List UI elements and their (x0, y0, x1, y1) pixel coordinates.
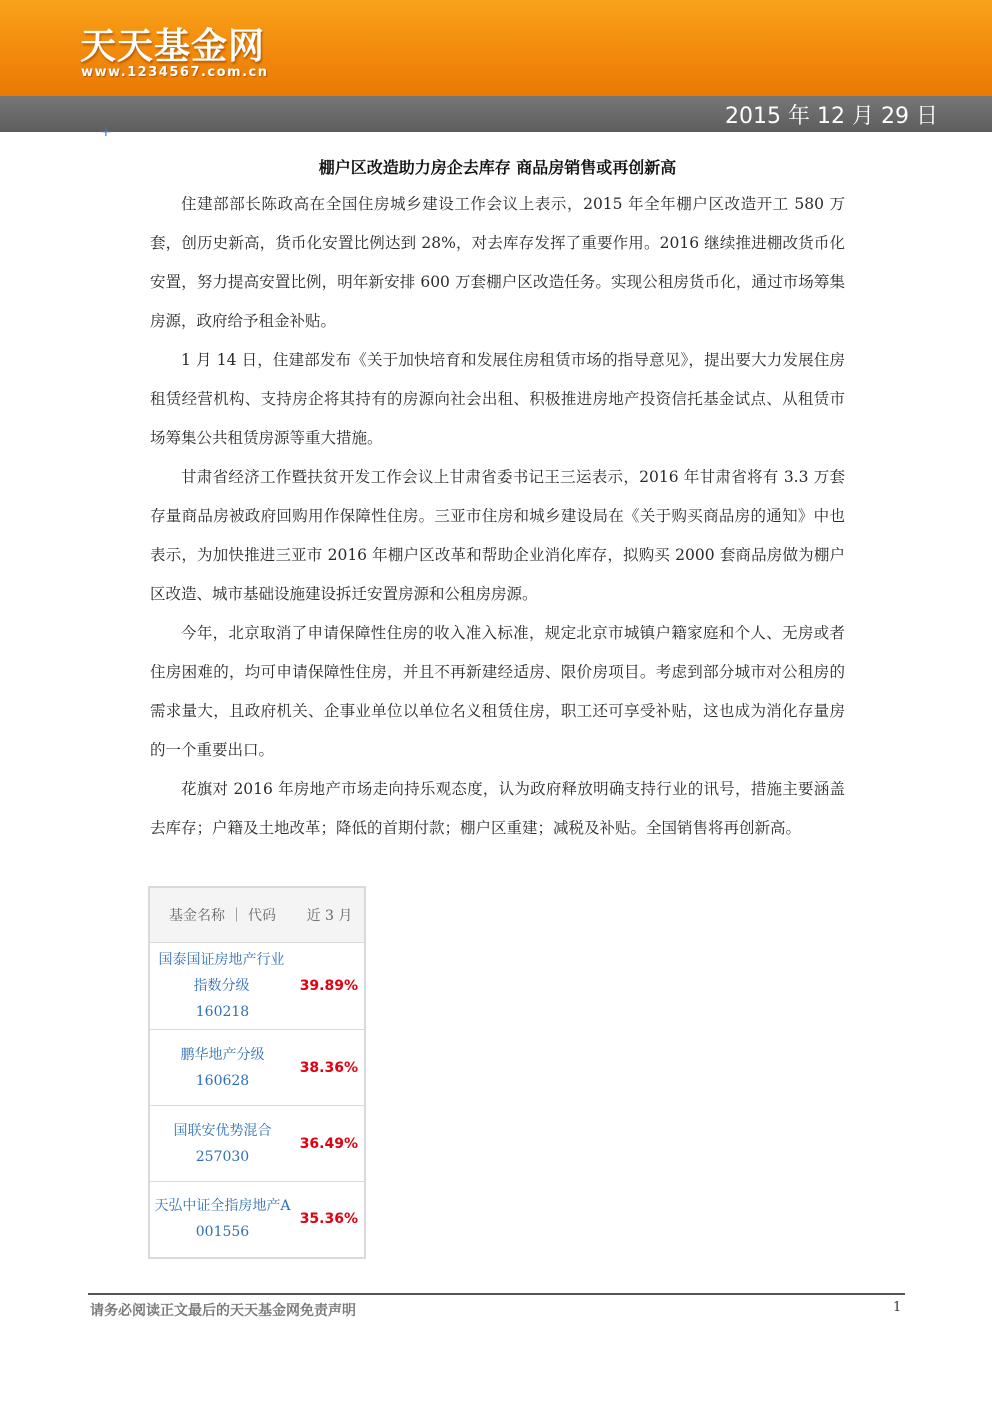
fund-name[interactable]: 鹏华地产分级 (180, 1046, 265, 1063)
article-body (150, 185, 845, 848)
fund-link[interactable] (149, 1030, 295, 1106)
fund-link[interactable] (149, 943, 295, 1030)
fund-link[interactable] (149, 1182, 295, 1258)
fund-code[interactable]: 257030 (195, 1148, 250, 1165)
footer-disclaimer: 请务必阅读正文最后的天天基金网免责声明 (90, 1303, 356, 1319)
fund-perf: 35.36% (299, 1211, 358, 1228)
fund-code[interactable]: 160628 (195, 1072, 250, 1089)
fund-perf: 39.89% (295, 943, 365, 1030)
table-row[interactable] (149, 943, 365, 1030)
column-header-perf: 近 3 月 (295, 887, 365, 943)
fund-perf: 36.49% (295, 1106, 365, 1182)
table-row[interactable] (149, 1182, 365, 1258)
page-number: 1 (893, 1300, 902, 1315)
fund-name[interactable]: 天弘中证全指房地产A (154, 1198, 291, 1215)
paragraph: 花旗对 2016 年房地产市场走向持乐观态度，认为政府释放明确支持行业的讯号，措施主要涵盖去库存；户籍及土地改革；降低的首期付款；棚户区重建；减税及补贴。全国销售将再创新高。 (150, 780, 845, 837)
plus-icon: + (100, 124, 112, 140)
paragraph: 甘肃省经济工作暨扶贫开发工作会议上甘肃省委书记王三运表示，2016 年甘肃省将有 3.3 万套存量商品房被政府回购用作保障性住房。三亚市住房和城乡建设局在《关于购买商品房的通知》中也表示，为加快推进三亚市 2016 年棚户区改革和帮助企业消化库存，拟购买 2000 套商品房做为棚户区改造、城市基础设施建设拆迁安置房源和公租房房源。 (150, 468, 845, 603)
table-row[interactable] (149, 1106, 365, 1182)
fund-perf: 38.36% (295, 1030, 365, 1106)
paragraph: 今年，北京取消了申请保障性住房的收入准入标准，规定北京市城镇户籍家庭和个人、无房或者住房困难的，均可申请保障性住房，并且不再新建经适房、限价房项目。考虑到部分城市对公租房的需求量大，且政府机关、企事业单位以单位名义租赁住房，职工还可享受补贴，这也成为消化存量房的一个重要出口。 (150, 624, 845, 759)
fund-link[interactable] (149, 1106, 295, 1182)
fund-table (148, 886, 366, 1259)
report-date: 2015 年 12 月 29 日 (725, 104, 938, 129)
fund-code[interactable]: 160218 (195, 1004, 250, 1020)
fund-name[interactable]: 国泰国证房地产行业指数分级 (158, 952, 285, 994)
site-logo[interactable]: 天天基金网 (80, 26, 266, 67)
site-url[interactable]: www.1234567.com.cn (81, 65, 269, 80)
fund-table-header (149, 887, 365, 943)
paragraph: 1 月 14 日，住建部发布《关于加快培育和发展住房租赁市场的指导意见》，提出要大力发展住房租赁经营机构、支持房企将其持有的房源向社会出租、积极推进房地产投资信托基金试点、从租赁市场筹集公共租赁房源等重大措施。 (150, 351, 845, 447)
column-header-name: 基金名称 ｜ 代码 (149, 887, 295, 943)
fund-code[interactable]: 001556 (195, 1224, 250, 1241)
footer-divider (88, 1293, 905, 1295)
article-title: 棚户区改造助力房企去库存 商品房销售或再创新高 (318, 158, 677, 177)
paragraph: 住建部部长陈政高在全国住房城乡建设工作会议上表示，2015 年全年棚户区改造开工 580 万套，创历史新高，货币化安置比例达到 28%，对去库存发挥了重要作用。2016 继续推进棚改货币化安置，努力提高安置比例，明年新安排 600 万套棚户区改造任务。实现公租房货币化，通过市场筹集房源，政府给予租金补贴。 (150, 195, 845, 330)
table-row[interactable] (149, 1030, 365, 1106)
fund-name[interactable]: 国联安优势混合 (173, 1122, 272, 1139)
